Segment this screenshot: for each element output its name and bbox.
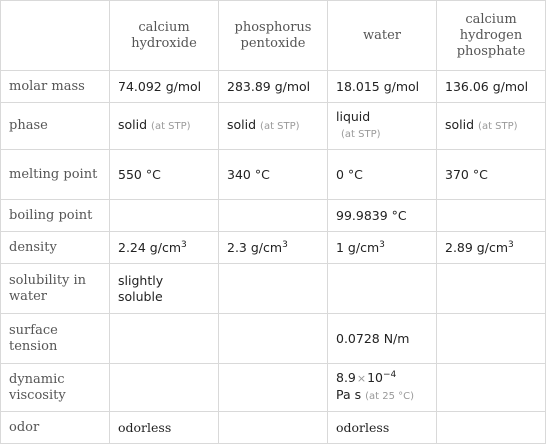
cell-value [437,364,546,412]
cell-value: 18.015 g/mol [328,71,437,103]
row-odor [1,412,546,444]
row-label: molar mass [1,71,110,103]
column-header-water: water [328,1,437,71]
unit-exponent: 3 [282,239,288,250]
row-label: boiling point [1,200,110,232]
phase-value: solid [227,117,257,132]
cell-value: 0.0728 N/m [328,314,437,364]
row-density [1,232,546,264]
row-label: odor [1,412,110,444]
cell-value [437,264,546,314]
unit-exponent: 3 [508,239,514,250]
density-value: 2.24 g/cm [118,239,182,255]
viscosity-note: (at 25 °C) [365,391,415,402]
cell-value: 550 °C [110,150,219,200]
cell-value [437,412,546,444]
row-label: solubility in water [1,264,110,314]
cell-value [437,314,546,364]
viscosity-base: 10 [367,370,384,385]
cell-value [328,264,437,314]
corner-cell [1,1,110,71]
header-row [1,1,546,71]
phase-note: (at STP) [478,121,518,132]
row-label: phase [1,103,110,150]
cell-value: odorless [328,412,437,444]
times-sign: × [356,372,367,385]
cell-value [219,103,328,150]
cell-value: 283.89 g/mol [219,71,328,103]
cell-value [219,412,328,444]
cell-value: slightly soluble [110,264,219,314]
unit-exponent: 3 [379,239,385,250]
cell-value [110,364,219,412]
cell-value: 0 °C [328,150,437,200]
cell-value [328,103,437,150]
density-value: 2.3 g/cm [227,239,283,255]
column-header-calcium-hydroxide: calcium hydroxide [110,1,219,71]
viscosity-exponent: −4 [383,369,397,380]
cell-value: 136.06 g/mol [437,71,546,103]
phase-note: (at STP) [151,121,191,132]
row-melting-point [1,150,546,200]
phase-value: solid [118,117,148,132]
cell-value [437,103,546,150]
cell-value [219,200,328,232]
cell-value [110,232,219,264]
cell-value [328,232,437,264]
row-label: surface tension [1,314,110,364]
phase-value: liquid [336,109,371,124]
cell-value: odorless [110,412,219,444]
cell-value [219,232,328,264]
cell-value [110,200,219,232]
cell-value [219,314,328,364]
row-label: melting point [1,150,110,200]
viscosity-unit: Pa s [336,387,362,402]
cell-value: 370 °C [437,150,546,200]
row-label: dynamic viscosity [1,364,110,412]
density-value: 1 g/cm [336,239,380,255]
cell-value: 99.9839 °C [328,200,437,232]
cell-value [110,314,219,364]
cell-value [437,232,546,264]
column-header-phosphorus-pentoxide: phosphorus pentoxide [219,1,328,71]
viscosity-mantissa: 8.9 [336,370,356,385]
row-phase [1,103,546,150]
density-value: 2.89 g/cm [445,239,509,255]
cell-value [219,364,328,412]
cell-value [437,200,546,232]
phase-note: (at STP) [341,129,381,140]
row-dynamic-viscosity [1,364,546,412]
row-boiling-point [1,200,546,232]
row-surface-tension [1,314,546,364]
row-molar-mass [1,71,546,103]
cell-value [219,264,328,314]
cell-value: 340 °C [219,150,328,200]
phase-value: solid [445,117,475,132]
unit-exponent: 3 [181,239,187,250]
row-solubility [1,264,546,314]
phase-note: (at STP) [260,121,300,132]
cell-value [328,364,437,412]
column-header-calcium-hydrogen-phosphate: calcium hydrogen phosphate [437,1,546,71]
row-label: density [1,232,110,264]
cell-value: 74.092 g/mol [110,71,219,103]
cell-value [110,103,219,150]
